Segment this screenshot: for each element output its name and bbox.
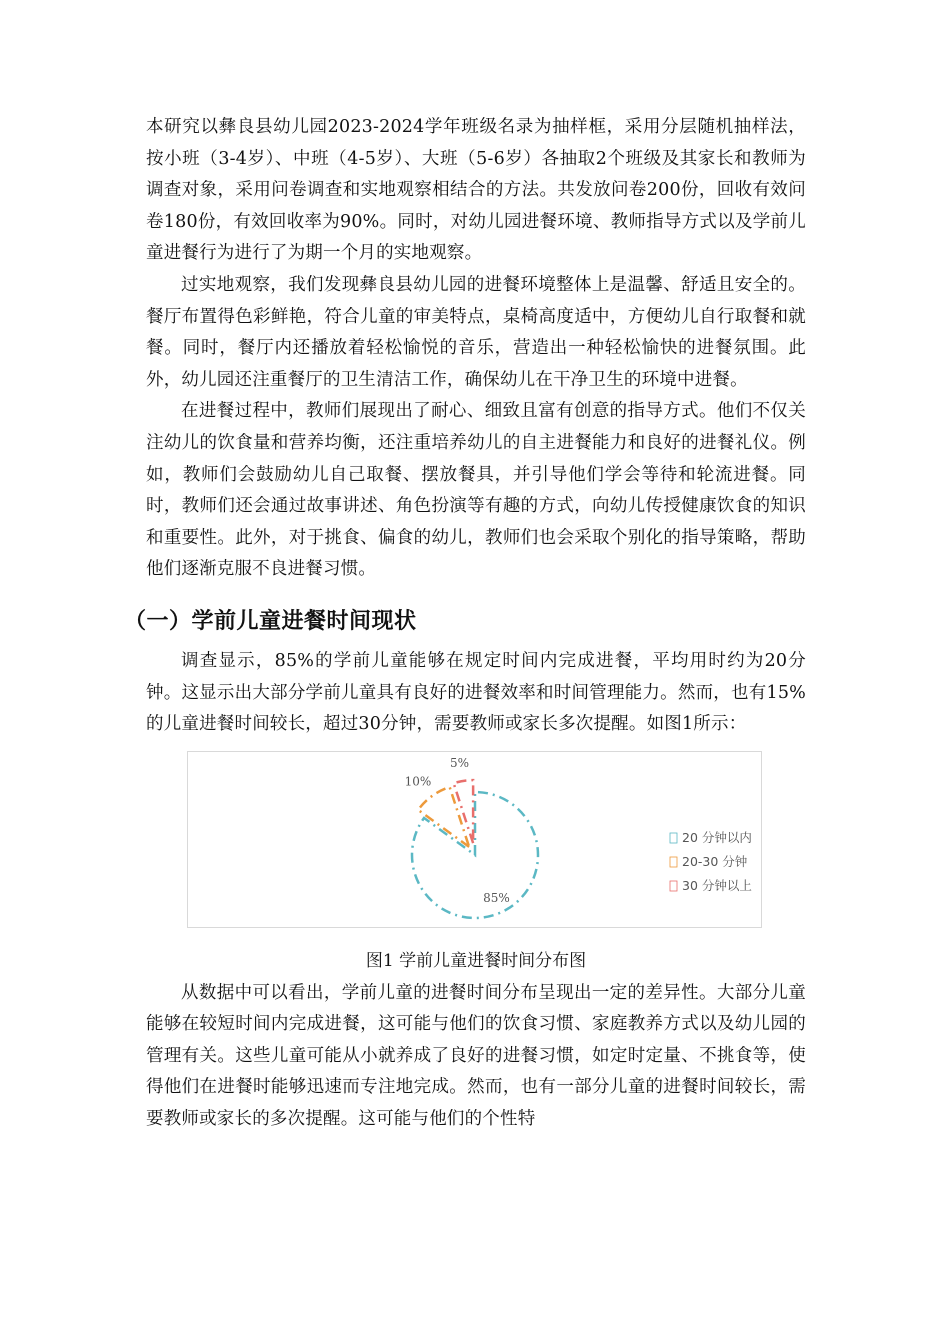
pie-slice-2 — [418, 787, 469, 847]
legend-label-1: 20 分钟以内 — [682, 829, 752, 845]
paragraph-dining-environment: 过实地观察，我们发现彝良县幼儿园的进餐环境整体上是温馨、舒适且安全的。餐厅布置得色彩鲜艳，符合儿童的审美特点，桌椅高度适中，方便幼儿自行取餐和就餐。同时，餐厅内还播放着轻松愉悦的音乐，营造出一种轻松愉快的进餐氛围。此外，幼儿园还注重餐厅的卫生清洁工作，确保幼儿在干净卫生的环境中进餐。 — [146, 274, 806, 390]
pie-data-label-3: 5% — [449, 755, 470, 770]
paragraph-teacher-guidance: 在进餐过程中，教师们展现出了耐心、细致且富有创意的指导方式。他们不仅关注幼儿的饮食量和营养均衡，还注重培养幼儿的自主进餐能力和良好的进餐礼仪。例如，教师们会鼓励幼儿自己取餐、摆放餐具，并引导他们学会等待和轮流进餐。同时，教师们还会通过故事讲述、角色扮演等有趣的方式，向幼儿传授健康饮食的知识和重要性。此外，对于挑食、偏食的幼儿，教师们也会采取个别化的指导策略，帮助他们逐渐克服不良进餐习惯。 — [146, 401, 806, 580]
pie-data-label-1: 85% — [483, 890, 510, 905]
pie-slice-3 — [454, 780, 473, 843]
paragraph-sampling-method: 本研究以彝良县幼儿园2023-2024学年班级名录为抽样框，采用分层随机抽样法，按小班（3-4岁）、中班（4-5岁）、大班（5-6岁）各抽取2个班级及其家长和教师为调查对象，采用问卷调查和实地观察相结合的方法。共发放问卷200份，回收有效问卷180份，有效回收率为90%。同时，对幼儿园进餐环境、教师指导方式以及学前儿童进餐行为进行了为期一个月的实地观察。 — [146, 117, 806, 264]
paragraph-analysis: 从数据中可以看出，学前儿童的进餐时间分布呈现出一定的差异性。大部分儿童能够在较短时间内完成进餐，这可能与他们的饮食习惯、家庭教养方式以及幼儿园的管理有关。这些儿童可能从小就养成了良好的进餐习惯，如定时定量、不挑食等，使得他们在进餐时能够迅速而专注地完成。然而，也有一部分儿童的进餐时间较长，需要教师或家长的多次提醒。这可能与他们的个性特 — [146, 982, 806, 1130]
legend-label-2: 20-30 分钟 — [682, 853, 748, 869]
legend-label-3: 30 分钟以上 — [682, 877, 752, 893]
pie-data-label-2: 10% — [404, 774, 432, 789]
pie-slice-1 — [412, 792, 538, 918]
document-page — [124, 112, 806, 1136]
section-heading: （一）学前儿童进餐时间现状 — [124, 608, 417, 634]
figure-caption: 图1 学前儿童进餐时间分布图 — [365, 950, 587, 971]
legend-marker-3 — [670, 881, 677, 891]
legend-marker-1 — [670, 833, 677, 843]
paragraph-survey-result: 调查显示，85%的学前儿童能够在规定时间内完成进餐，平均用时约为20分钟。这显示出大部分学前儿童具有良好的进餐效率和时间管理能力。然而，也有15%的儿童进餐时间较长，超过30分钟，需要教师或家长多次提醒。如图1所示： — [146, 650, 806, 735]
pie-chart — [188, 752, 761, 927]
legend-marker-2 — [670, 857, 677, 867]
pie-chart-frame — [187, 751, 762, 928]
